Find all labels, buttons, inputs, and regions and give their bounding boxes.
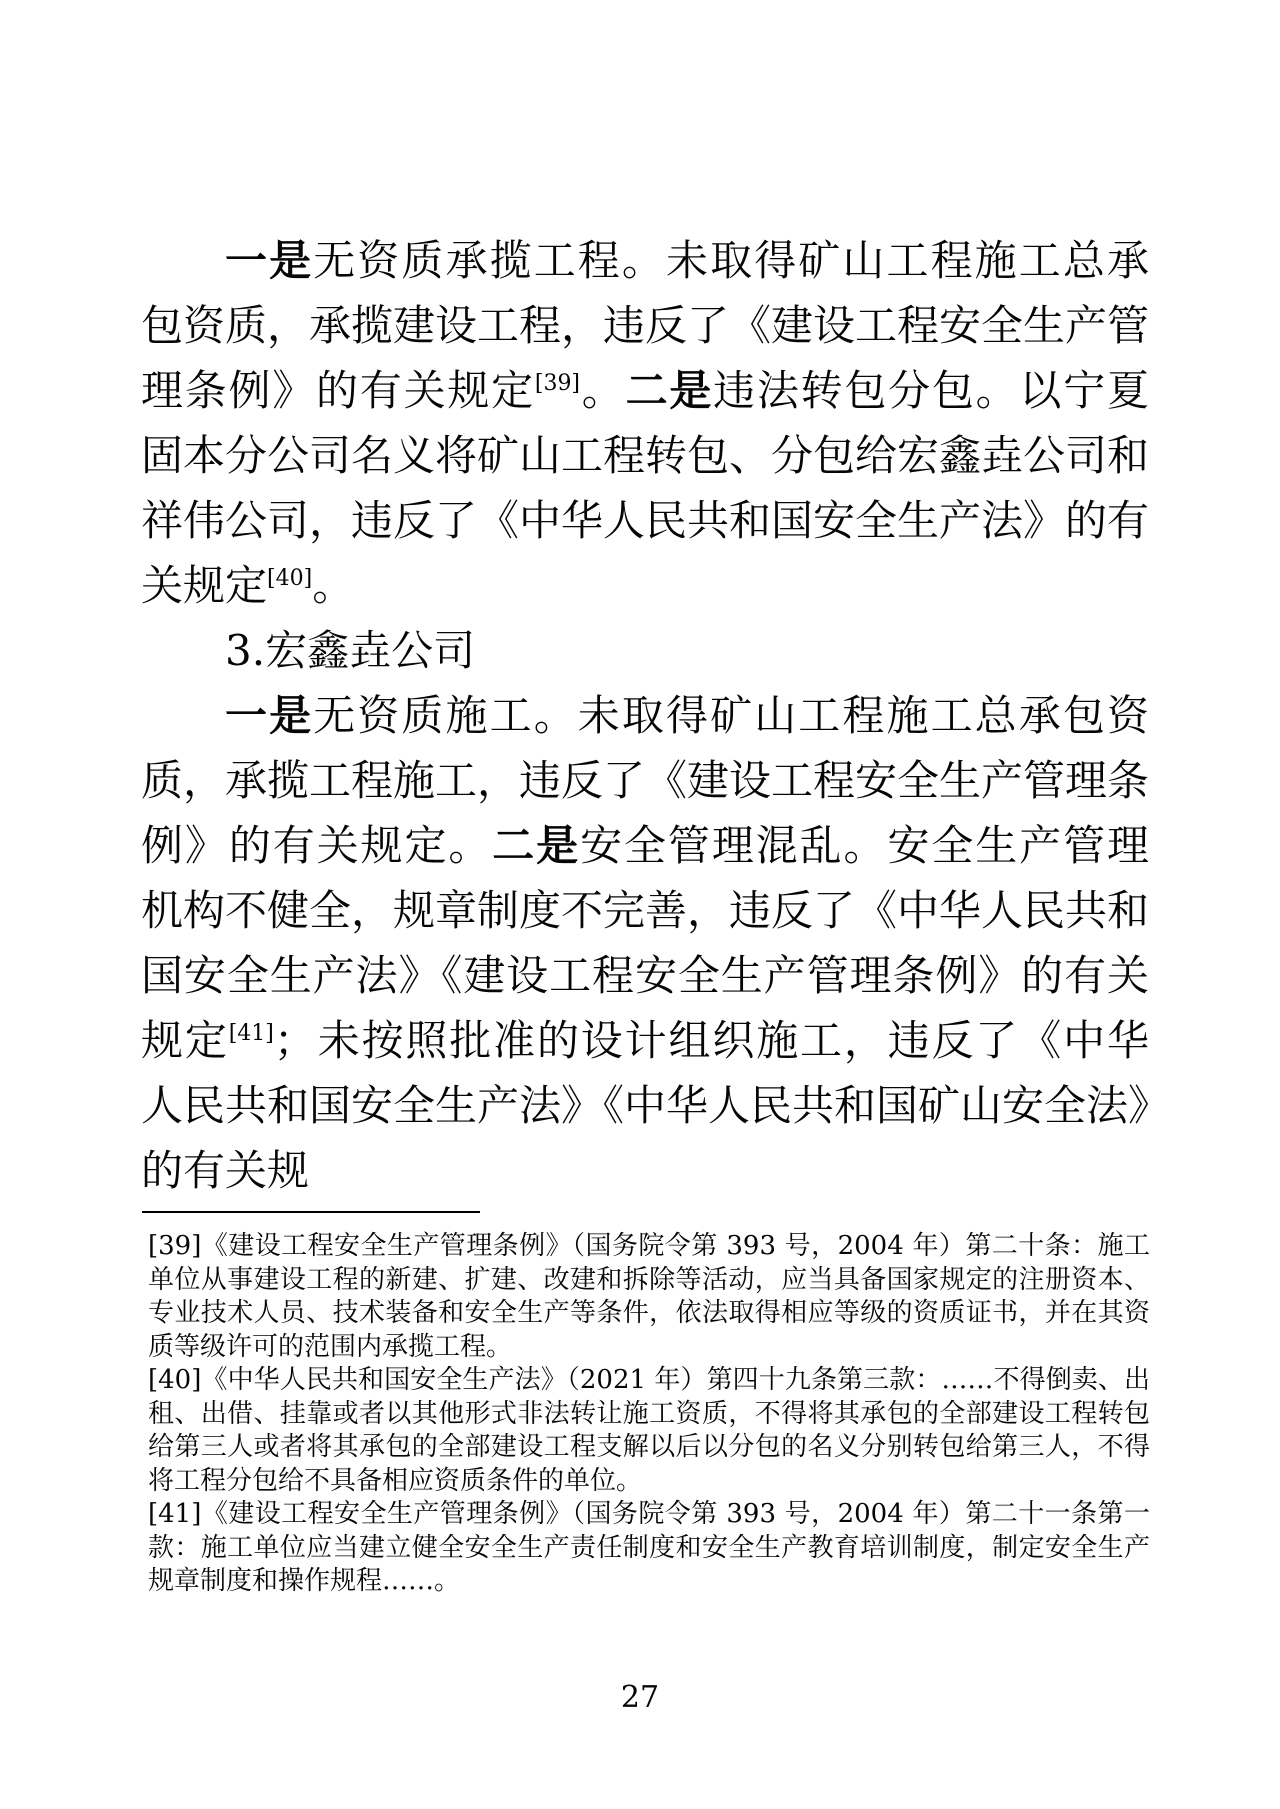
emphasis-run-ershi: 二是	[492, 821, 581, 870]
footnote-ref-41: [41]	[228, 1021, 274, 1046]
text-run: ；未按照批准的设计组织施工，违反了《中华人民共和国安全生产法》《中华人民共和国矿山安全法》的有关规	[141, 1016, 1150, 1195]
body-paragraph-2	[141, 683, 1149, 1203]
document-body	[141, 228, 1149, 1203]
footnote-ref-40: [40]	[267, 566, 313, 591]
footnote-marker: [41]	[148, 1499, 202, 1529]
emphasis-run-ershi: 二是	[625, 366, 714, 415]
text-run: 无资质施工。未取得矿山工程施工总承包资质，承揽工程施工，违反了《建设工程安全生产管理条例》的有关规定。	[141, 691, 1150, 870]
footnote-text: 《建设工程安全生产管理条例》（国务院令第 393 号，2004 年）第二十条：施工单位从事建设工程的新建、扩建、改建和拆除等活动，应当具备国家规定的注册资本、专业技术人员、技术装备和安全生产等条件，依法取得相应等级的资质证书，并在其资质等级许可的范围内承揽工程。	[148, 1231, 1150, 1362]
heading-text: 3.宏鑫垚公司	[225, 626, 476, 675]
footnote-40	[148, 1364, 1150, 1498]
footnote-41	[148, 1498, 1150, 1599]
footnote-text: 《建设工程安全生产管理条例》（国务院令第 393 号，2004 年）第二十一条第一款：施工单位应当建立健全安全生产责任制度和安全生产教育培训制度，制定安全生产规章制度和操作规程……。	[148, 1499, 1150, 1596]
page-number: 27	[620, 1680, 660, 1715]
footnote-marker: [39]	[148, 1231, 202, 1261]
text-run: 违法转包分包。以宁夏固本分公司名义将矿山工程转包、分包给宏鑫垚公司和祥伟公司，违反了《中华人民共和国安全生产法》的有关规定	[141, 366, 1150, 610]
text-run: 。	[580, 366, 626, 415]
footnote-separator	[142, 1211, 480, 1213]
text-run: 安全管理混乱。安全生产管理机构不健全，规章制度不完善，违反了《中华人民共和国安全生产法》《建设工程安全生产管理条例》的有关规定	[141, 821, 1150, 1065]
footnote-ref-39: [39]	[534, 371, 581, 396]
section-heading-3	[141, 618, 1149, 683]
text-run: 。	[312, 561, 355, 610]
footnotes-section	[148, 1230, 1150, 1599]
footnote-39	[148, 1230, 1150, 1364]
body-paragraph-1	[141, 228, 1149, 618]
text-run: 无资质承揽工程。未取得矿山工程施工总承包资质，承揽建设工程，违反了《建设工程安全生产管理条例》的有关规定	[141, 236, 1150, 415]
emphasis-run-yishi: 一是	[225, 691, 314, 740]
footnote-text: 《中华人民共和国安全生产法》（2021 年）第四十九条第三款：……不得倒卖、出租、出借、挂靠或者以其他形式非法转让施工资质，不得将其承包的全部建设工程转包给第三人或者将其承包的全部建设工程支解以后以分包的名义分别转包给第三人，不得将工程分包给不具备相应资质条件的单位。	[148, 1365, 1150, 1496]
footnote-marker: [40]	[148, 1365, 202, 1395]
emphasis-run-yishi: 一是	[225, 236, 314, 285]
